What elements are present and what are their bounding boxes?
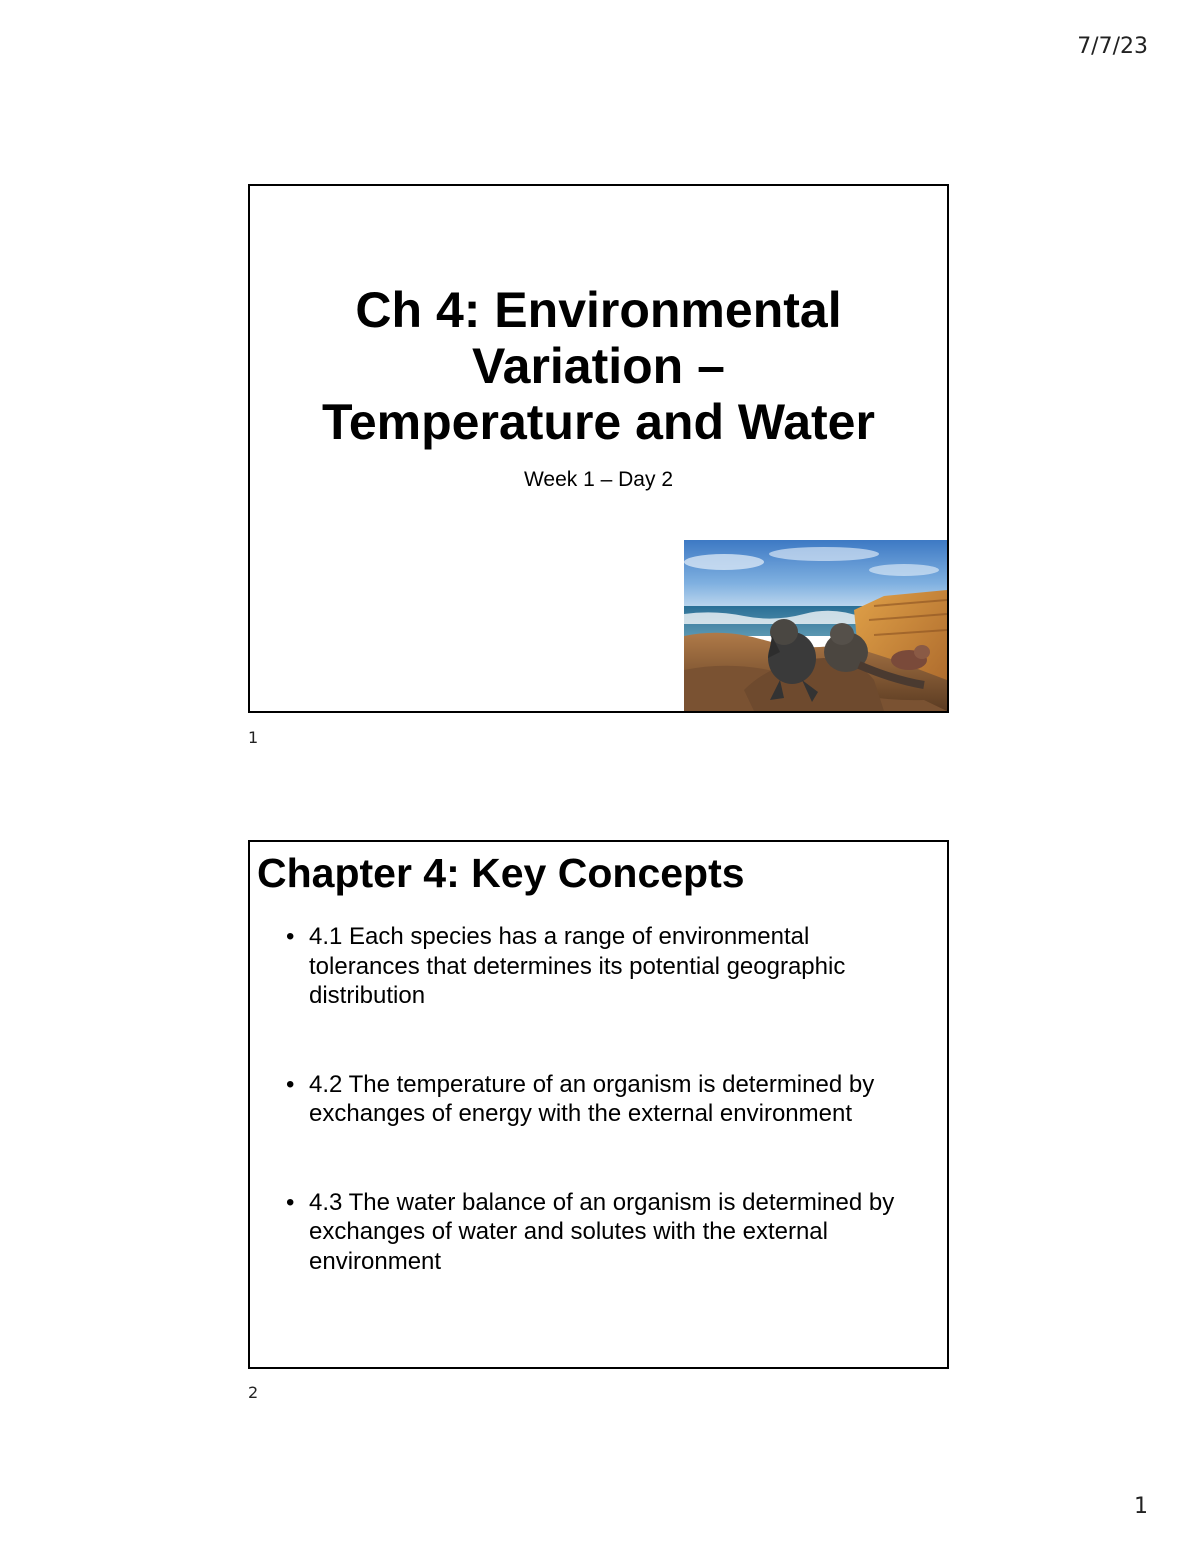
title-line: Ch 4: Environmental — [355, 282, 842, 338]
title-line: Temperature and Water — [322, 394, 875, 450]
slide-1 — [248, 184, 949, 713]
bullet-icon: • — [286, 1188, 295, 1216]
slide-number: 2 — [248, 1383, 259, 1402]
list-item — [286, 1070, 906, 1129]
slide-1-title — [250, 282, 947, 450]
bullet-icon: • — [286, 1070, 295, 1098]
list-item-text: 4.3 The water balance of an organism is determined by exchanges of water and solutes with the external environment — [309, 1188, 895, 1275]
slide-2 — [248, 840, 949, 1369]
list-item — [286, 1188, 906, 1277]
list-item-text: 4.2 The temperature of an organism is determined by exchanges of energy with the external environment — [309, 1070, 875, 1127]
title-line: Variation – — [472, 338, 725, 394]
key-concepts-list — [286, 922, 906, 1335]
list-item-text: 4.1 Each species has a range of environmental tolerances that determines its potential geographic distribution — [309, 923, 846, 1009]
page-number: 1 — [1134, 1494, 1148, 1519]
slide-2-title: Chapter 4: Key Concepts — [257, 850, 745, 896]
slide-number: 1 — [248, 728, 259, 747]
marine-iguana-photo — [684, 540, 947, 711]
page-date: 7/7/23 — [1077, 34, 1148, 59]
slide-1-subtitle: Week 1 – Day 2 — [523, 468, 674, 491]
bullet-icon: • — [286, 923, 295, 950]
list-item — [286, 922, 906, 1011]
